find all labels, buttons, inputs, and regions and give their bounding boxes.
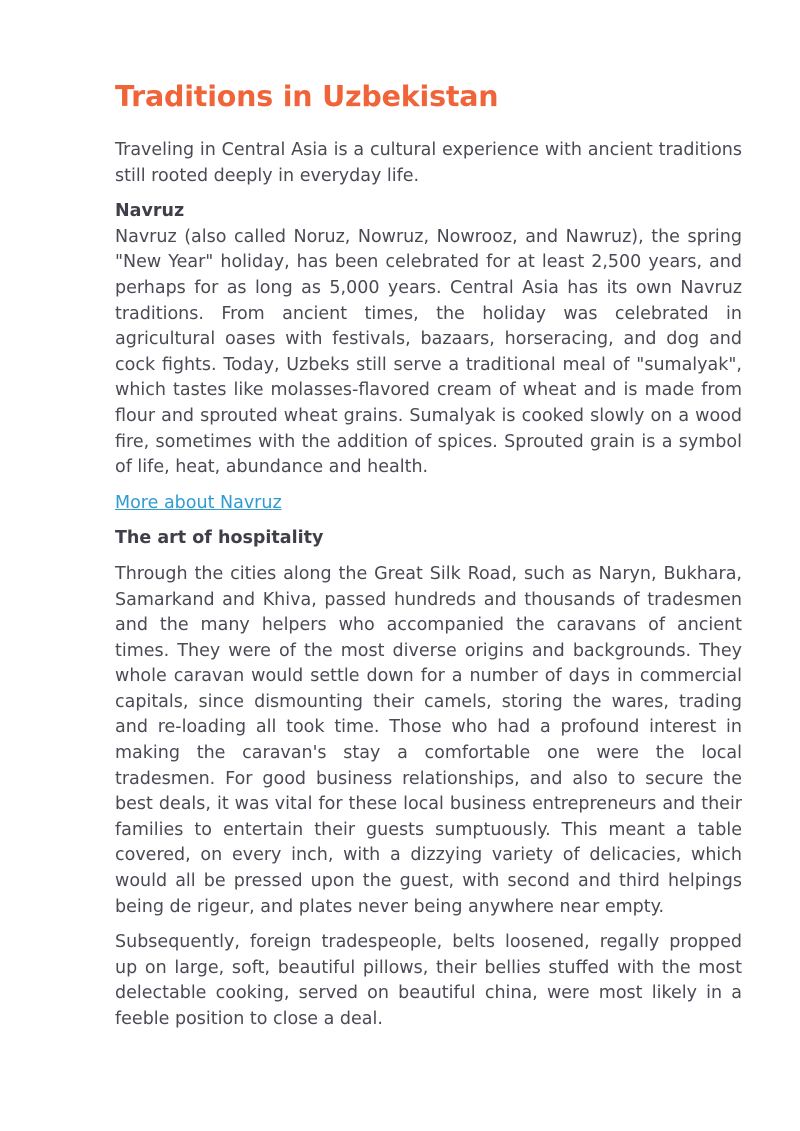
hospitality-heading: The art of hospitality: [115, 528, 324, 549]
hospitality-paragraph-2: Subsequently, foreign tradespeople, belts loosened, regally propped up on large, soft, beautiful pillows, their bellies stuffed with the most delectable cooking, served on beautiful china, were most likely in a feeble position to close a deal.: [115, 932, 742, 1029]
navruz-section: [115, 199, 742, 481]
navruz-heading: Navruz: [115, 201, 185, 222]
more-about-navruz-link[interactable]: More about Navruz: [115, 492, 282, 513]
navruz-paragraph: Navruz (also called Noruz, Nowruz, Nowrooz, and Nawruz), the spring "New Year" holiday, has been celebrated for at least 2,500 years, and perhaps for as long as 5,000 years. Central Asia has its own Navruz traditions. From ancient times, the holiday was celebrated in agricultural oases with festivals, bazaars, horseracing, and dog and cock fights. Today, Uzbeks still serve a traditional meal of "sumalyak", which tastes like molasses-flavored cream of wheat and is made from flour and sprouted wheat grains. Sumalyak is cooked slowly on a wood fire, sometimes with the addition of spices. Sprouted grain is a symbol of life, heat, abundance and health.: [115, 226, 742, 478]
page-title: Traditions in Uzbekistan: [115, 80, 499, 113]
article: [115, 78, 742, 1033]
intro-paragraph: Traveling in Central Asia is a cultural experience with ancient traditions still rooted deeply in everyday life.: [115, 140, 742, 186]
hospitality-paragraph-1: Through the cities along the Great Silk Road, such as Naryn, Bukhara, Samarkand and Khiva, passed hundreds and thousands of tradesmen and the many helpers who accompanied the caravans of ancient times. They were of the most diverse origins and backgrounds. They whole caravan would settle down for a number of days in commercial capitals, since dismounting their camels, storing the wares, trading and re-loading all took time. Those who had a profound interest in making the caravan's stay a comfortable one were the local tradesmen. For good business relationships, and also to secure the best deals, it was vital for these local business entrepreneurs and their families to entertain their guests sumptuously. This meant a table covered, on every inch, with a dizzying variety of delicacies, which would all be pressed upon the guest, with second and third helpings being de rigeur, and plates never being anywhere near empty.: [115, 563, 742, 917]
